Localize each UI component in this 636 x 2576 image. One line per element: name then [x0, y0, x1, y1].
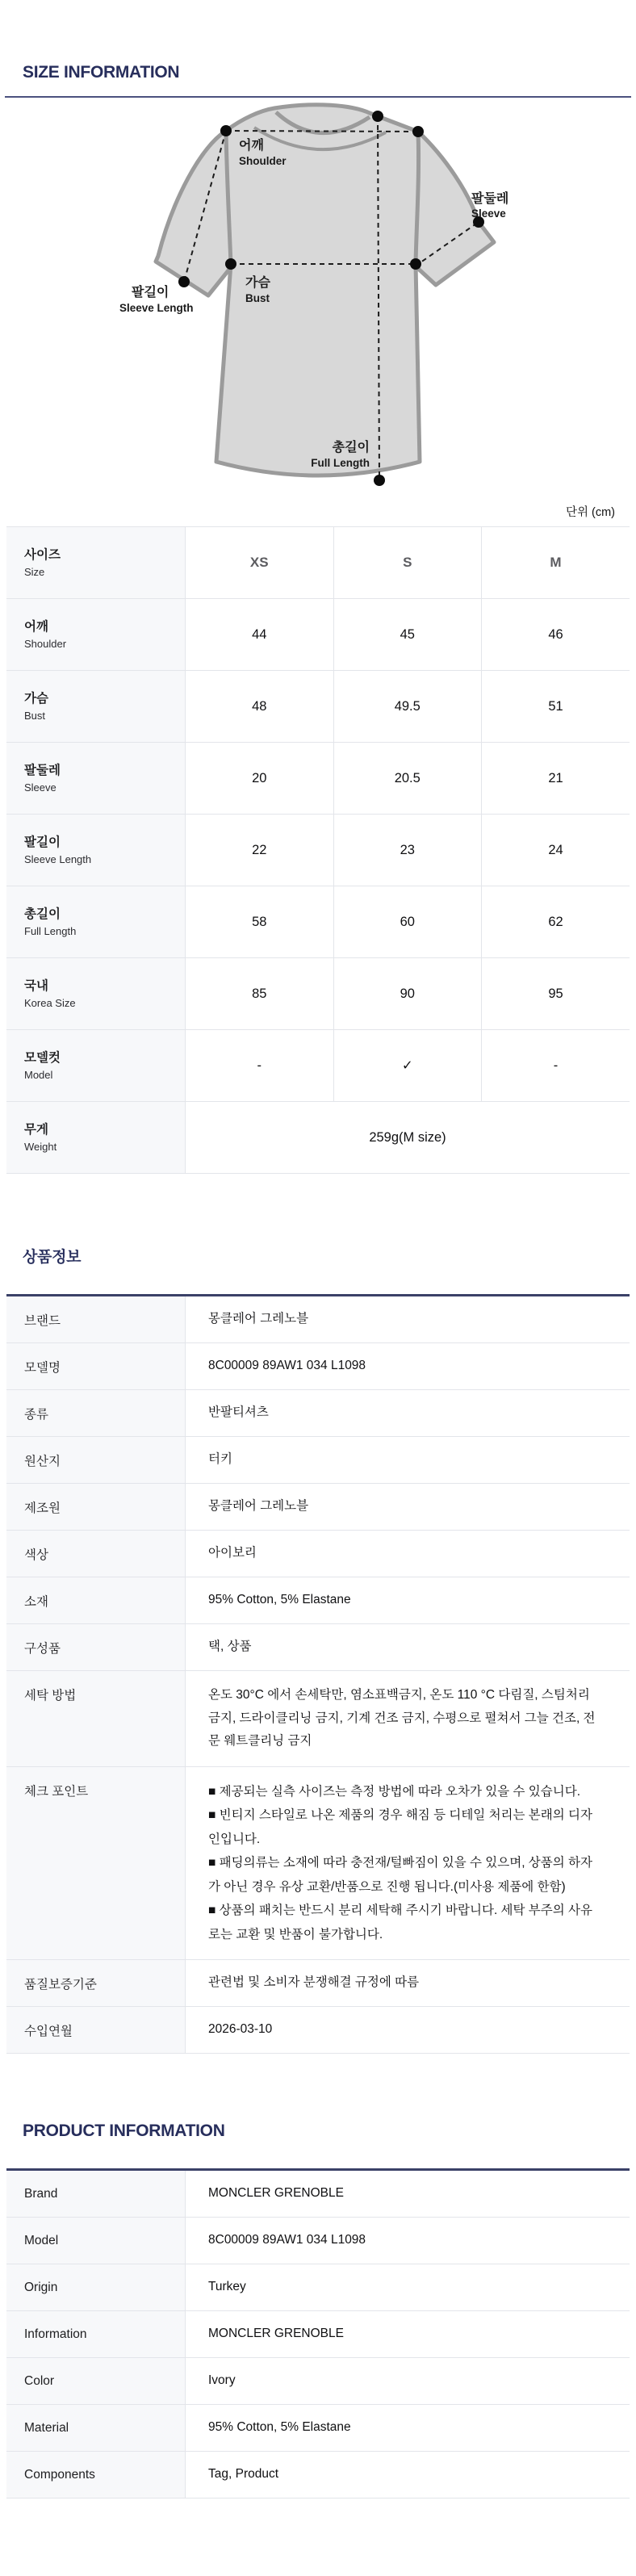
cell-value: 22	[186, 815, 334, 886]
info-label: 브랜드	[6, 1296, 186, 1343]
info-label: 품질보증기준	[6, 1960, 186, 2007]
info-label: 소재	[6, 1577, 186, 1624]
diagram-full-length-label-ko: 총길이	[332, 441, 370, 454]
table-row	[6, 1577, 630, 1624]
cell-value: 20.5	[333, 743, 482, 815]
table-row	[6, 958, 630, 1030]
left-shoulder-dot	[220, 125, 232, 136]
unit-note: 단위 (cm)	[565, 506, 615, 519]
table-row	[6, 2452, 630, 2499]
info-label: 세탁 방법	[6, 1671, 186, 1767]
cell-value: 58	[186, 886, 334, 958]
diagram-sleeve-label-ko: 팔둘레	[471, 192, 509, 206]
weight-row	[6, 1102, 630, 1174]
row-label	[6, 599, 186, 671]
cell-value: 90	[333, 958, 482, 1030]
check-point-value	[186, 1767, 630, 1960]
table-row	[6, 1437, 630, 1484]
info-label: Information	[6, 2311, 186, 2358]
table-row	[6, 1960, 630, 2007]
row-label-ko: 총길이	[24, 907, 61, 921]
cell-value: 44	[186, 599, 334, 671]
table-row	[6, 743, 630, 815]
size-header-label	[6, 527, 186, 599]
info-label: 색상	[6, 1531, 186, 1577]
product-info-en-title: PRODUCT INFORMATION	[23, 2122, 225, 2141]
model-cut-m: -	[482, 1030, 630, 1102]
info-label: 체크 포인트	[6, 1767, 186, 1960]
product-info-en-table	[6, 2168, 630, 2499]
table-row	[6, 2007, 630, 2054]
table-row	[6, 1624, 630, 1671]
check-point-item: ■ 빈티지 스타일로 나온 제품의 경우 해짐 등 디테일 처리는 본래의 디자인입니다.	[208, 1808, 592, 1846]
product-info-kr-table	[6, 1294, 630, 2054]
check-point-item: ■ 패딩의류는 소재에 따라 충전재/털빠짐이 있을 수 있으며, 상품의 하자가 아닌 경우 유상 교환/반품으로 진행 됩니다.(미사용 제품에 한함)	[208, 1856, 592, 1894]
row-label-ko: 팔둘레	[24, 763, 61, 777]
diagram-shoulder-label-en: Shoulder	[239, 155, 287, 167]
check-point-row	[6, 1767, 630, 1960]
info-value: 8C00009 89AW1 034 L1098	[186, 1343, 630, 1390]
info-label: 종류	[6, 1390, 186, 1437]
cell-value: 48	[186, 671, 334, 743]
cell-value: 85	[186, 958, 334, 1030]
size-table	[6, 526, 630, 1174]
table-row	[6, 2311, 630, 2358]
model-cut-xs: -	[186, 1030, 334, 1102]
cell-value: 95	[482, 958, 630, 1030]
row-label-ko: 국내	[24, 978, 48, 993]
row-label	[6, 671, 186, 743]
info-label: 수입연월	[6, 2007, 186, 2054]
diagram-full-length-label-en: Full Length	[311, 457, 370, 469]
info-value: 택, 상품	[186, 1624, 630, 1671]
diagram-shoulder-label-ko: 어깨	[239, 139, 264, 153]
info-value: 95% Cotton, 5% Elastane	[186, 1577, 630, 1624]
table-row	[6, 671, 630, 743]
info-label: 구성품	[6, 1624, 186, 1671]
info-label: Color	[6, 2358, 186, 2405]
row-label	[6, 1102, 186, 1174]
info-value: Turkey	[186, 2264, 630, 2311]
info-value: 95% Cotton, 5% Elastane	[186, 2405, 630, 2452]
cell-value: 21	[482, 743, 630, 815]
check-point-item: ■ 상품의 패치는 반드시 분리 세탁해 주시기 바랍니다. 세탁 부주의 사유로는 교환 및 반품이 불가합니다.	[208, 1904, 592, 1941]
table-row	[6, 2405, 630, 2452]
info-label: 원산지	[6, 1437, 186, 1484]
info-value: 몽클레어 그레노블	[186, 1484, 630, 1531]
row-label	[6, 886, 186, 958]
cell-value: 24	[482, 815, 630, 886]
check-point-item: ■ 제공되는 실측 사이즈는 측정 방법에 따라 오차가 있을 수 있습니다.	[208, 1785, 581, 1799]
right-armpit-dot	[410, 258, 421, 270]
size-col-m: M	[482, 527, 630, 599]
info-value: 8C00009 89AW1 034 L1098	[186, 2218, 630, 2264]
info-value: 아이보리	[186, 1531, 630, 1577]
row-label-en: Korea Size	[24, 997, 76, 1010]
table-row	[6, 2264, 630, 2311]
size-col-xs: XS	[186, 527, 334, 599]
table-row	[6, 1343, 630, 1390]
row-label-ko: 어깨	[24, 619, 48, 634]
table-row	[6, 2218, 630, 2264]
row-label-ko: 모델컷	[24, 1050, 61, 1065]
info-label: Brand	[6, 2170, 186, 2218]
right-shoulder-dot	[412, 126, 424, 137]
row-label-en: Sleeve Length	[24, 853, 92, 866]
table-row	[6, 2170, 630, 2218]
cell-value: 23	[333, 815, 482, 886]
info-value: MONCLER GRENOBLE	[186, 2170, 630, 2218]
info-value: 2026-03-10	[208, 2022, 273, 2037]
row-label-en: Weight	[24, 1141, 57, 1154]
info-label: Model	[6, 2218, 186, 2264]
table-row	[6, 2358, 630, 2405]
info-value: Tag, Product	[208, 2467, 279, 2482]
model-cut-check: ✓	[333, 1030, 482, 1102]
row-label-en: Shoulder	[24, 638, 67, 651]
table-row	[6, 1484, 630, 1531]
neck-right-dot	[372, 111, 383, 122]
cell-value: 49.5	[333, 671, 482, 743]
row-label-en: Sleeve	[24, 781, 56, 794]
info-value: 몽클레어 그레노블	[186, 1296, 630, 1343]
cell-value: 46	[482, 599, 630, 671]
table-row	[6, 815, 630, 886]
table-row	[6, 1390, 630, 1437]
diagram-bust-label-en: Bust	[245, 292, 270, 304]
info-value: MONCLER GRENOBLE	[186, 2311, 630, 2358]
left-armpit-dot	[225, 258, 236, 270]
row-label-ko: 팔길이	[24, 835, 61, 849]
info-value: Ivory	[186, 2358, 630, 2405]
row-label-en: Model	[24, 1069, 53, 1082]
size-information-title: SIZE INFORMATION	[23, 63, 180, 82]
tshirt-measurement-diagram	[0, 103, 636, 500]
size-col-s: S	[333, 527, 482, 599]
product-info-kr-title: 상품정보	[23, 1249, 82, 1266]
diagram-sleeve-length-label-ko: 팔길이	[132, 286, 169, 299]
tshirt-diagram-svg	[0, 103, 636, 500]
cell-value: 60	[333, 886, 482, 958]
cell-value: 62	[482, 886, 630, 958]
info-label: Material	[6, 2405, 186, 2452]
weight-value: 259g(M size)	[186, 1102, 630, 1174]
info-label: 모델명	[6, 1343, 186, 1390]
size-header-ko: 사이즈	[24, 547, 61, 562]
shirt-left-sleeve	[156, 131, 232, 295]
washing-method-row	[6, 1671, 630, 1767]
table-row	[6, 1030, 630, 1102]
info-label: 제조원	[6, 1484, 186, 1531]
row-label-en: Full Length	[24, 925, 77, 938]
row-label-ko: 가슴	[24, 691, 48, 706]
washing-method-value: 온도 30°C 에서 손세탁만, 염소표백금지, 온도 110 °C 다림질, 스팀처리 금지, 드라이클리닝 금지, 기계 건조 금지, 수평으로 펼쳐서 그늘 건조, 전문 웨트클리닝 금지	[186, 1671, 630, 1767]
row-label	[6, 1030, 186, 1102]
hem-dot	[374, 475, 385, 486]
info-value: 관련법 및 소비자 분쟁해결 규정에 따름	[186, 1960, 630, 2007]
diagram-sleeve-length-label-en: Sleeve Length	[119, 302, 194, 314]
cell-value: 20	[186, 743, 334, 815]
diagram-sleeve-label-en: Sleeve	[471, 207, 506, 220]
size-table-header-row	[6, 527, 630, 599]
cell-value: 51	[482, 671, 630, 743]
info-value: 터키	[186, 1437, 630, 1484]
info-value: 반팔티셔츠	[186, 1390, 630, 1437]
row-label	[6, 958, 186, 1030]
info-label: Origin	[6, 2264, 186, 2311]
row-label	[6, 743, 186, 815]
table-row	[6, 1531, 630, 1577]
title-underline	[5, 96, 631, 98]
table-row	[6, 1296, 630, 1343]
bottom-whitespace	[0, 2499, 636, 2552]
size-header-en: Size	[24, 566, 45, 579]
row-label-en: Bust	[24, 710, 46, 723]
row-label	[6, 815, 186, 886]
row-label-ko: 무게	[24, 1122, 48, 1137]
table-row	[6, 886, 630, 958]
table-row	[6, 599, 630, 671]
diagram-bust-label-ko: 가슴	[245, 276, 270, 290]
info-label: Components	[6, 2452, 186, 2499]
left-cuff-dot	[178, 276, 190, 287]
cell-value: 45	[333, 599, 482, 671]
